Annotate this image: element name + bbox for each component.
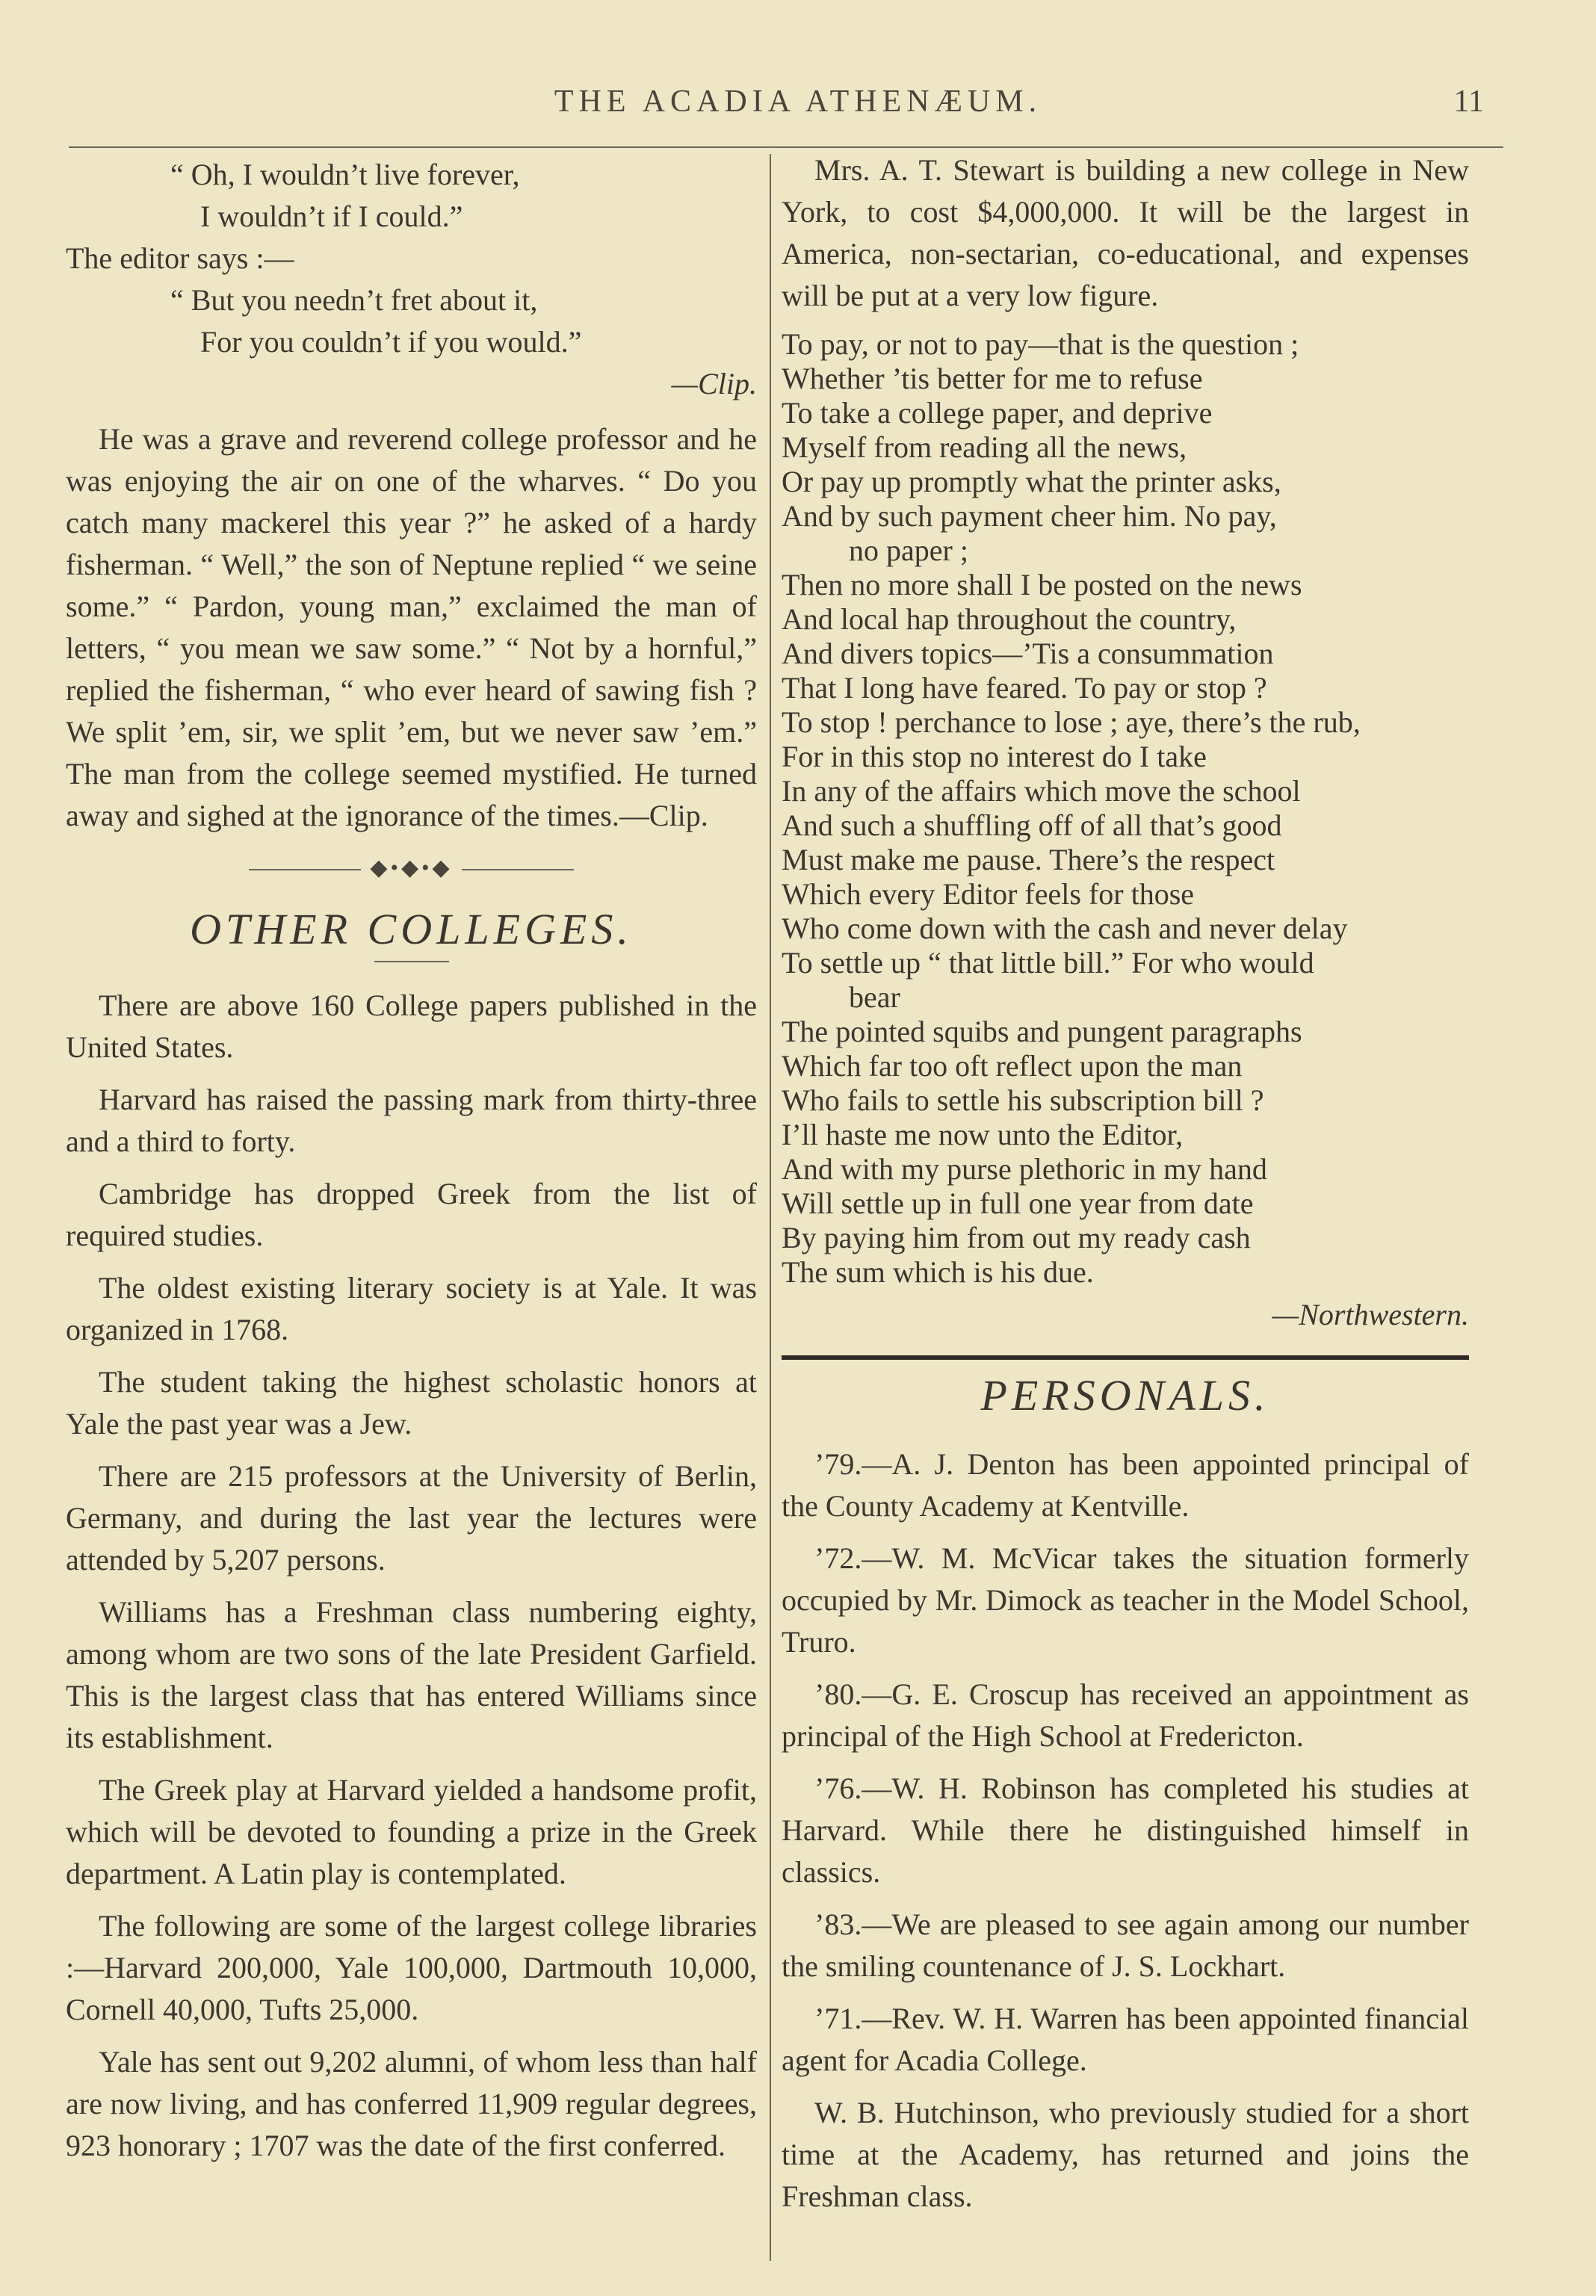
poem-line: Which far too oft reflect upon the man [782, 1049, 1243, 1083]
poem-line: no paper ; [849, 533, 968, 567]
poem-line: The pointed squibs and pungent paragraphs [782, 1015, 1302, 1048]
news-item: Williams has a Freshman class numbering eighty, among whom are two sons of the late President Garfield. This is the largest class that has entered Williams since its establishment. [66, 1595, 757, 1754]
ornament-divider: ◆•◆•◆ [66, 847, 757, 889]
poem-line: Must make me pause. There’s the respect [782, 843, 1275, 876]
news-item: There are above 160 College papers published in the United States. [66, 988, 757, 1064]
news-item: Harvard has raised the passing mark from thirty-three and a third to forty. [66, 1083, 757, 1158]
column-divider [770, 154, 771, 2261]
left-column [66, 154, 757, 2177]
editor-says: The editor says :— [66, 241, 294, 275]
poem-line: I’ll haste me now unto the Editor, [782, 1118, 1184, 1151]
poem-line: The sum which is his due. [782, 1255, 1094, 1289]
poem-line: And local hap throughout the country, [782, 602, 1237, 636]
poem-line: Or pay up promptly what the printer asks, [782, 465, 1281, 498]
verse-line: For you couldn’t if you would.” [200, 325, 582, 359]
poem-line: Myself from reading all the news, [782, 430, 1187, 464]
section-heading-other-colleges: OTHER COLLEGES. [190, 905, 633, 953]
poem-line: To stop ! perchance to lose ; aye, there’s the rub, [782, 705, 1361, 739]
poem-line: For in this stop no interest do I take [782, 740, 1207, 773]
poem-line: Then no more shall I be posted on the news [782, 568, 1302, 601]
news-item: Yale has sent out 9,202 alumni, of whom less than half are now living, and has conferred 11,909 regular degrees, 923 honorary ; 1707 was the date of the first conferred. [66, 2045, 757, 2162]
section-rule [782, 1355, 1469, 1360]
verse-line: “ Oh, I wouldn’t live forever, [170, 158, 520, 191]
masthead-title: THE ACADIA ATHENÆUM. [554, 84, 1042, 119]
section-heading-personals: PERSONALS. [980, 1371, 1270, 1420]
poem [782, 327, 1469, 1290]
poem-line: By paying him from out my ready cash [782, 1221, 1251, 1254]
poem-line: Will settle up in full one year from date [782, 1186, 1254, 1220]
anecdote-paragraph: He was a grave and reverend college professor and he was enjoying the air on one of the wharves. “ Do you catch many mackerel this year ?” he asked of a hardy fisherman. “ Well,” the son of Neptune replied “ we seine some.” “ Pardon, young man,” exclaimed the man of letters, “ you mean we saw some.” “ Not by a hornful,” replied the fisherman, “ who ever heard of sawing fish ? We split ’em, sir, we split ’em, but we never saw ’em.” The man from the college seemed mystified. He turned away and sighed at the ignorance of the times.—Clip. [66, 422, 757, 832]
news-item: Cambridge has dropped Greek from the list of required studies. [66, 1177, 757, 1252]
news-item: The oldest existing literary society is at Yale. It was organized in 1768. [66, 1271, 757, 1346]
news-item: There are 215 professors at the University of Berlin, Germany, and during the last year the lectures were attended by 5,207 persons. [66, 1459, 757, 1576]
verse-line: “ But you needn’t fret about it, [170, 283, 538, 317]
personal-item: ’76.—W. H. Robinson has completed his studies at Harvard. While there he distinguished himself in classics. [782, 1771, 1469, 1889]
poem-line: In any of the affairs which move the school [782, 774, 1301, 808]
poem-line: bear [849, 980, 900, 1014]
poem-line: To pay, or not to pay—that is the question ; [782, 327, 1299, 361]
stewart-paragraph: Mrs. A. T. Stewart is building a new college in New York, to cost $4,000,000. It will be the largest in America, non-sectarian, co-educational, and expenses will be put at a very low figure. [782, 153, 1469, 312]
personal-item: W. B. Hutchinson, who previously studied for a short time at the Academy, has returned and joins the Freshman class. [782, 2096, 1469, 2213]
news-item: The Greek play at Harvard yielded a handsome profit, which will be devoted to founding a prize in the Greek department. A Latin play is contemplated. [66, 1773, 757, 1890]
poem-line: Who fails to settle his subscription bill ? [782, 1083, 1264, 1117]
poem-line: Who come down with the cash and never delay [782, 912, 1348, 945]
poem-line: Whether ’tis better for me to refuse [782, 362, 1203, 395]
poem-line: And by such payment cheer him. No pay, [782, 499, 1277, 533]
poem-line: And with my purse plethoric in my hand [782, 1152, 1267, 1186]
poem-line: That I long have feared. To pay or stop ? [782, 671, 1267, 705]
personal-item: ’71.—Rev. W. H. Warren has been appointed financial agent for Acadia College. [782, 2002, 1469, 2077]
poem-line: To take a college paper, and deprive [782, 396, 1213, 430]
news-item: The student taking the highest scholastic honors at Yale the past year was a Jew. [66, 1365, 757, 1441]
right-column [782, 149, 1469, 2228]
poem-line: And divers topics—’Tis a consummation [782, 637, 1274, 670]
personal-item: ’79.—A. J. Denton has been appointed principal of the County Academy at Kentville. [782, 1447, 1469, 1523]
page-number: 11 [1453, 84, 1484, 119]
poem-source: —Northwestern. [1272, 1298, 1469, 1331]
personal-item: ’80.—G. E. Croscup has received an appointment as principal of the High School at Fredericton. [782, 1677, 1469, 1753]
poem-line: And such a shuffling off of all that’s good [782, 808, 1282, 842]
verse-line: I wouldn’t if I could.” [200, 199, 463, 233]
poem-line: To settle up “ that little bill.” For who would [782, 946, 1314, 980]
news-item: The following are some of the largest college libraries :—Harvard 200,000, Yale 100,000, Dartmouth 10,000, Cornell 40,000, Tufts 25,000. [66, 1909, 757, 2026]
poem-line: Which every Editor feels for those [782, 877, 1195, 911]
header-rule [69, 146, 1503, 148]
personal-item: ’72.—W. M. McVicar takes the situation formerly occupied by Mr. Dimock as teacher in the Model School, Truro. [782, 1541, 1469, 1659]
heading-rule [374, 961, 449, 962]
clip-credit: —Clip. [671, 367, 757, 400]
personal-item: ’83.—We are pleased to see again among our number the smiling countenance of J. S. Lockhart. [782, 1907, 1469, 1983]
